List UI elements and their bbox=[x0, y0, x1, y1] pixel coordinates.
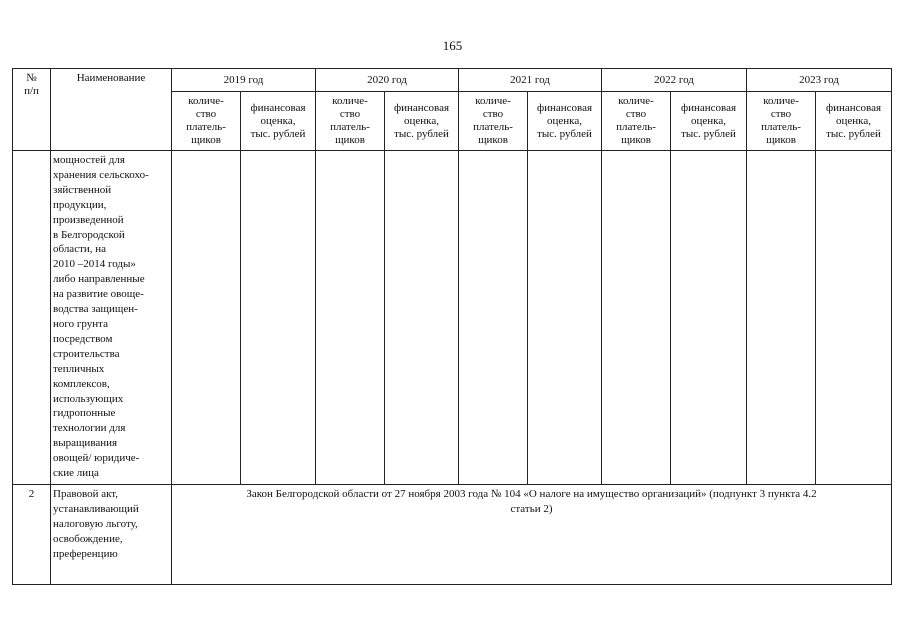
name-line: продукции, bbox=[53, 198, 107, 211]
header-sub-line: ство bbox=[195, 108, 217, 120]
header-sub-line: щиков bbox=[766, 134, 796, 146]
header-sub-line: щиков bbox=[335, 134, 365, 146]
name-line: посредством bbox=[53, 332, 113, 345]
header-sub-line: тыс. рублей bbox=[681, 127, 736, 140]
name-line: Правовой акт, bbox=[53, 488, 119, 500]
header-sub-line: количе- bbox=[618, 95, 654, 107]
header-payers-count bbox=[602, 92, 671, 151]
name-line: налоговую льготу, bbox=[53, 517, 138, 530]
header-sub-line: ство bbox=[339, 108, 361, 120]
header-sub-line: финансовая bbox=[393, 101, 450, 114]
header-payers-count bbox=[747, 92, 816, 151]
header-sub-line: тыс. рублей bbox=[250, 127, 306, 140]
header-row-years bbox=[13, 69, 892, 92]
law-reference bbox=[172, 485, 892, 585]
header-sub-line: тыс. рублей bbox=[826, 127, 881, 140]
header-year-2022: 2022 год bbox=[602, 69, 747, 92]
law-line: Закон Белгородской области от 27 ноября 2003 года № 104 «О налоге на имущество организаций» (подпункт 3 пункта 4.2 bbox=[246, 488, 817, 500]
header-sub-line: тыс. рублей bbox=[537, 127, 592, 140]
header-sub-line: ство bbox=[770, 108, 792, 120]
header-sub-line: оценка, bbox=[691, 114, 726, 127]
header-financial-estimate bbox=[816, 92, 892, 151]
name-line: выращивания bbox=[53, 437, 118, 450]
header-financial-estimate bbox=[528, 92, 602, 151]
name-line: освобождение, bbox=[53, 532, 123, 545]
header-sub-line: платель- bbox=[186, 121, 226, 133]
header-sub-line: щиков bbox=[191, 134, 221, 146]
name-line: произведенной bbox=[53, 213, 124, 226]
empty-cell bbox=[241, 151, 316, 485]
name-line: использующих bbox=[53, 392, 124, 405]
header-sub-line: платель- bbox=[330, 121, 370, 133]
name-line: ские лица bbox=[53, 467, 99, 480]
name-line: ного грунта bbox=[53, 317, 108, 330]
table-row bbox=[13, 151, 892, 485]
header-number bbox=[13, 69, 51, 151]
header-sub-line: щиков bbox=[478, 134, 508, 146]
header-year-2020: 2020 год bbox=[316, 69, 459, 92]
header-payers-count bbox=[459, 92, 528, 151]
row-number bbox=[13, 151, 51, 485]
header-number-line: п/п bbox=[24, 85, 39, 97]
name-line: комплексов, bbox=[53, 377, 110, 390]
header-sub-line: финансовая bbox=[680, 101, 737, 114]
header-sub-line: финансовая bbox=[250, 101, 306, 114]
law-line: статьи 2) bbox=[510, 503, 553, 515]
header-financial-estimate bbox=[385, 92, 459, 151]
name-line: овощей/ юридиче- bbox=[53, 452, 140, 465]
empty-cell bbox=[528, 151, 602, 485]
name-line: мощностей для bbox=[53, 154, 125, 166]
header-year-2019: 2019 год bbox=[172, 69, 316, 92]
name-line: хранения сельскохо- bbox=[53, 168, 149, 181]
empty-cell bbox=[459, 151, 528, 485]
header-sub-line: ство bbox=[482, 108, 504, 120]
header-financial-estimate bbox=[671, 92, 747, 151]
header-sub-line: тыс. рублей bbox=[394, 127, 449, 140]
name-line: гидропонные bbox=[53, 407, 116, 420]
name-line: технологии для bbox=[53, 422, 126, 435]
header-sub-line: количе- bbox=[188, 95, 224, 107]
header-sub-line: платель- bbox=[473, 121, 513, 133]
header-year-2021: 2021 год bbox=[459, 69, 602, 92]
header-year-2023: 2023 год bbox=[747, 69, 892, 92]
row-number: 2 bbox=[13, 485, 51, 585]
name-line: водства защищен- bbox=[53, 303, 138, 316]
header-sub-line: оценка, bbox=[547, 114, 582, 127]
empty-cell bbox=[816, 151, 892, 485]
name-line: преференцию bbox=[53, 547, 118, 560]
header-sub-line: финансовая bbox=[536, 101, 593, 114]
header-sub-line: щиков bbox=[621, 134, 651, 146]
page-number: 165 bbox=[442, 38, 463, 53]
header-sub-line: количе- bbox=[332, 95, 368, 107]
header-sub-line: оценка, bbox=[836, 114, 871, 127]
header-sub-line: оценка, bbox=[260, 114, 296, 127]
name-line: в Белгородской bbox=[53, 228, 125, 241]
header-sub-line: количе- bbox=[763, 95, 799, 107]
header-payers-count bbox=[316, 92, 385, 151]
header-sub-line: платель- bbox=[761, 121, 801, 133]
tax-relief-table bbox=[12, 68, 892, 585]
name-line: 2010 –2014 годы» bbox=[53, 258, 136, 271]
header-sub-line: финансовая bbox=[825, 101, 882, 114]
empty-cell bbox=[671, 151, 747, 485]
name-line: устанавливающий bbox=[53, 502, 139, 515]
name-line: области, на bbox=[53, 243, 107, 256]
empty-cell bbox=[747, 151, 816, 485]
row-name bbox=[51, 485, 172, 585]
header-sub-line: ство bbox=[625, 108, 647, 120]
name-line: на развитие овоще- bbox=[53, 288, 144, 301]
header-sub-line: платель- bbox=[616, 121, 656, 133]
header-number-line: № bbox=[26, 72, 37, 84]
empty-cell bbox=[316, 151, 385, 485]
header-financial-estimate bbox=[241, 92, 316, 151]
name-line: строительства bbox=[53, 347, 120, 360]
header-sub-line: количе- bbox=[475, 95, 511, 107]
header-sub-line: оценка, bbox=[404, 114, 439, 127]
name-line: зяйственной bbox=[53, 183, 112, 196]
empty-cell bbox=[602, 151, 671, 485]
header-name: Наименование bbox=[51, 69, 172, 151]
name-line: либо направленные bbox=[53, 273, 145, 286]
table-row bbox=[13, 485, 892, 585]
row-name bbox=[51, 151, 172, 485]
empty-cell bbox=[172, 151, 241, 485]
header-payers-count bbox=[172, 92, 241, 151]
empty-cell bbox=[385, 151, 459, 485]
name-line: тепличных bbox=[53, 362, 105, 375]
